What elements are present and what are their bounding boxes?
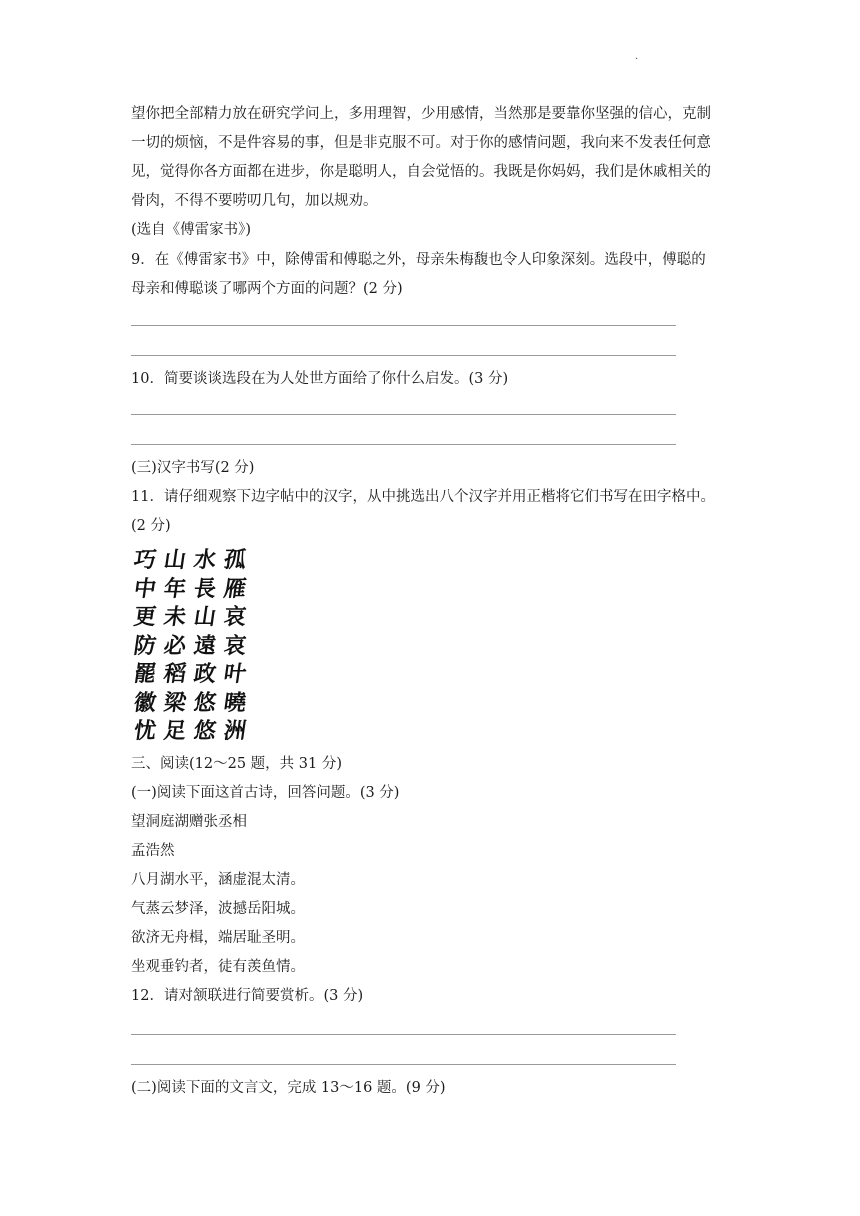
passage-line: 望你把全部精力放在研究学问上，多用理智，少用感情，当然那是要靠你坚强的信心，克制 [131,106,711,122]
calligraphy-character: 徽 [132,689,162,716]
calligraphy-character: 哀 [222,604,252,630]
calligraphy-row [132,632,252,661]
question-9-line1: 9．在《傅雷家书》中，除傅雷和傅聪之外，母亲朱梅馥也令人印象深刻。选段中，傅聪的 [131,252,706,268]
reading-2-heading: (二)阅读下面的文言文，完成 13～16 题。(9 分) [131,1080,446,1096]
calligraphy-row [132,603,252,632]
answer-line[interactable] [131,1064,676,1065]
calligraphy-character: 水 [192,547,222,573]
answer-line[interactable] [131,325,676,326]
passage-line: 一切的烦恼，不是件容易的事，但是非克服不可。对于你的感情问题，我向来不发表任何意 [131,135,711,151]
passage-line: 骨肉，不得不要唠叨几句，加以规劝。 [131,193,378,209]
question-11-line2: (2 分) [131,518,171,534]
poem-author: 孟浩然 [131,843,175,859]
poem-line: 坐观垂钓者，徒有羡鱼情。 [131,959,305,975]
section-3-heading: (三)汉字书写(2 分) [131,460,255,476]
calligraphy-row [132,575,252,604]
calligraphy-character: 山 [192,604,222,630]
question-12: 12．请对颔联进行简要赏析。(3 分) [131,988,364,1004]
calligraphy-character: 叶 [222,661,252,687]
calligraphy-character: 梁 [162,689,192,716]
question-9-line2: 母亲和傅聪谈了哪两个方面的问题？(2 分) [131,281,403,297]
header-mark: · [635,54,639,65]
calligraphy-character: 洲 [222,718,252,744]
calligraphy-character: 孤 [222,547,252,573]
poem-line: 欲济无舟楫，端居耻圣明。 [131,930,305,946]
calligraphy-character: 足 [162,718,192,744]
calligraphy-row [132,660,252,689]
reading-1-heading: (一)阅读下面这首古诗，回答问题。(3 分) [131,785,400,801]
calligraphy-character: 政 [192,661,222,687]
calligraphy-character: 中 [132,575,162,602]
calligraphy-character: 忧 [132,718,162,744]
calligraphy-row [132,689,252,718]
answer-line[interactable] [131,1034,676,1035]
calligraphy-character: 山 [162,547,192,573]
calligraphy-character: 哀 [222,632,252,659]
passage-source: (选自《傅雷家书》) [131,222,252,238]
calligraphy-copybook [132,546,252,746]
poem-line: 八月湖水平，涵虚混太清。 [131,872,305,888]
calligraphy-character: 防 [132,632,162,659]
calligraphy-character: 年 [162,575,192,602]
poem-line: 气蒸云梦泽，波撼岳阳城。 [131,901,305,917]
calligraphy-character: 稻 [162,661,192,687]
calligraphy-character: 悠 [192,689,222,716]
answer-line[interactable] [131,414,676,415]
calligraphy-character: 更 [132,604,162,630]
calligraphy-character: 遠 [192,632,222,659]
calligraphy-row [132,546,252,575]
question-11-line1: 11．请仔细观察下边字帖中的汉字，从中挑选出八个汉字并用正楷将它们书写在田字格中。 [131,489,715,505]
calligraphy-character: 悠 [192,718,222,744]
passage-line: 见，觉得你各方面都在进步，你是聪明人，自会觉悟的。我既是你妈妈，我们是休戚相关的 [131,164,711,180]
calligraphy-character: 未 [162,604,192,630]
calligraphy-character: 長 [192,575,222,602]
answer-line[interactable] [131,355,676,356]
calligraphy-character: 必 [162,632,192,659]
calligraphy-character: 雁 [222,575,252,602]
poem-title: 望洞庭湖赠张丞相 [131,814,247,830]
answer-line[interactable] [131,444,676,445]
calligraphy-character: 罷 [132,661,162,687]
question-10: 10．简要谈谈选段在为人处世方面给了你什么启发。(3 分) [131,371,509,387]
part-3-heading: 三、阅读(12～25 题，共 31 分) [131,756,342,772]
calligraphy-character: 曉 [222,689,252,716]
calligraphy-character: 巧 [132,547,162,573]
calligraphy-row [132,717,252,746]
